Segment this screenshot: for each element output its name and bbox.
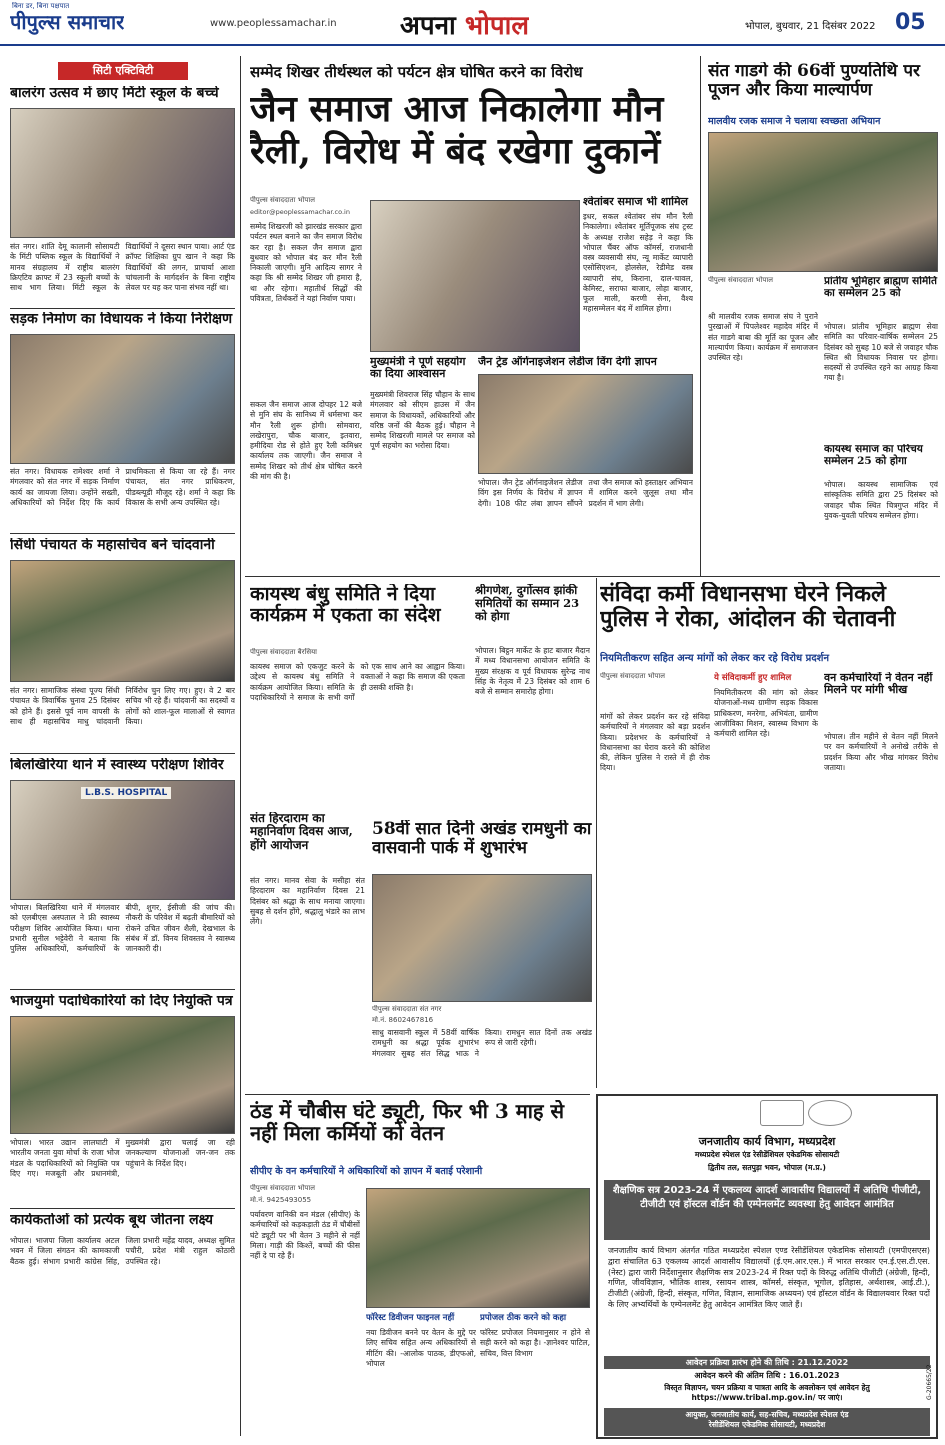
lead-side-headline: श्वेतांबर समाज भी शामिल: [583, 196, 688, 208]
health-camp-photo: [10, 780, 235, 900]
samvida-box-headline: ये संविदाकर्मी हुए शामिल: [714, 673, 792, 683]
cm-assurance-headline: मुख्यमंत्री ने पूर्ण सहयोग का दिया आश्वासन: [370, 356, 466, 381]
cm-assurance-text: मुख्यमंत्री शिवराज सिंह चौहान के साथ मंगलवार को सीएम हाउस में जैन समाज के विधायकों, अधिकारियों और वरिष्ठ जनों की बैठक हुई। चौहान ने सम्मेद शिखरजी मामले पर समाज को पूर्ण सहयोग का भरोसा दिया।: [370, 390, 475, 451]
story-balrang-text: संत नगर। शांति देमू कालानी सोसायटी के मिंटी पब्लिक स्कूल के विद्यार्थियों ने मानव संग्रहालय में राष्ट्रीय बालरंग क्रिएटिव क्राफ्ट में 23 स्कूली बच्चों के साथ भाग लिया। मिंटी स्कूल के विद्यार्थियों ने दूसरा स्थान पाया। आर्ट एंड क्रॉफ्ट शिक्षिका ग्रुप खान ने कहा कि विद्यार्थियों की लगन, प्राचार्या आशा चांचलानी के मार्गदर्शन के बिना राष्ट्रीय लेवल पर यह कर पाना संभव नहीं था।: [10, 242, 235, 292]
samvida-byline: पीपुल्स संवाददाता भोपाल: [600, 672, 665, 680]
lead-text-col1: सम्मेद शिखरजी को झारखंड सरकार द्वारा पर्यटन स्थल बनाने का जैन समाज विरोध कर रहा है। सकल जैन समाज द्वारा बुधवार को भोपाल बंद कर मौन रैली निकाली जाएगी। मुनि आदित्य सागर ने कहा कि श्री सम्मेद शिखर जी हमारा है, था और रहेगा। महातीर्थ सिद्धों की पवित्रता, तिर्थंकरों ने यहां निर्वाण पाया।: [250, 222, 362, 303]
gadge-photo: [708, 132, 938, 272]
quote2-text: फॉरेस्ट प्रपोजल नियमानुसार न होने से सही करने को कहा है। -ज्ञानेश्वर पाटिल, सचिव, वित्त विभाग: [480, 1328, 590, 1358]
lead-photo-cm-meeting: [370, 200, 580, 352]
quote1-text: नया डिवीजन बनने पर वेतन के मुद्दे पर लिए सचिव सहित अन्य अधिकारियों से मीटिंग की। -आलोक पाठक, डीएफओ, भोपाल: [366, 1328, 476, 1368]
bjym-photo: [10, 1016, 235, 1134]
ad-dept: जनजातीय कार्य विभाग, मध्यप्रदेश: [698, 1135, 836, 1148]
balrang-photo: [10, 108, 235, 238]
ad-banner: शैक्षणिक सत्र 2023-24 में एकलव्य आदर्श आवासीय विद्यालयों में अतिथि पीजीटी, टीजीटी एवं हॉस्टल वॉर्डन की एम्पेनलमेंट व्यवस्था हेतु आवेदन आमंत्रित: [604, 1180, 930, 1240]
divider: [10, 308, 235, 309]
ramdhuni-photo: [372, 874, 592, 1002]
samvida-headline[interactable]: संविदा कर्मी विधानसभा घेरने निकले पुलिस ने रोका, आंदोलन की चेतावनी: [600, 582, 896, 632]
ganesh-headline[interactable]: श्रीगणेश, दुर्गोत्सव झांकी समितियों का सम्मान 23 को होगा: [475, 584, 580, 623]
ad-link[interactable]: विस्तृत विज्ञापन, चयन प्रक्रिया व पात्रता आदि के अवलोकन एवं आवेदन हेतु https://www.tribal.mp.gov.in/ पर जाएं।: [664, 1383, 870, 1402]
ramdhuni-phone: मो.नं. 8602467816: [372, 1016, 434, 1024]
bottom-headline[interactable]: ठंड में चौबीस घंटे ड्यूटी, फिर भी 3 माह से नहीं मिला कर्मियों को वेतन: [250, 1100, 565, 1146]
story-booth-text: भोपाल। भाजपा जिला कार्यालय अटल भवन में जिला संगठन की कामकाजी बैठक हुई। संभाग प्रभारी कांग्रेस सिंह, जिला प्रभारी महेंद्र यादव, अध्यक्ष सुमित पचौरी, प्रदेश मंत्री राहुल कोठारी उपस्थित रहे।: [10, 1236, 235, 1266]
ad-society: मध्यप्रदेश स्पेशल एंड रेसीडेंशियल एकेडमिक सोसायटी: [694, 1150, 840, 1159]
ramdhuni-byline: पीपुल्स संवाददाता संत नगर: [372, 1005, 442, 1013]
story-bjym-headline[interactable]: भाजयुमो पदाधिकारियों को दिए नियुक्ति पत्र: [10, 994, 233, 1009]
site-url[interactable]: www.peoplessamachar.in: [210, 18, 337, 29]
dateline: भोपाल, बुधवार, 21 दिसंबर 2022: [745, 21, 876, 32]
hirdaram-headline[interactable]: संत हिरदाराम का महानिर्वाण दिवस आज, होंगे आयोजन: [250, 812, 353, 852]
ramdhuni-headline[interactable]: 58वीं सात दिनी अखंड रामधुनी का वासवानी पार्क में शुभारंभ: [372, 820, 592, 859]
kayastha-bandhu-byline: पीपुल्स संवाददाता बैरसिया: [250, 648, 317, 656]
divider: [10, 989, 235, 990]
sindhi-panchayat-photo: [10, 560, 235, 682]
lead-kicker: सम्मेद शिखर तीर्थस्थल को पर्यटन क्षेत्र घोषित करने का विरोध: [250, 64, 583, 81]
ladies-wing-headline: जैन ट्रेड ऑर्गनाइजेशन लेडीज विंग देगी ज्ञापन: [478, 356, 657, 368]
column-rule: [700, 56, 701, 576]
row-rule: [245, 576, 940, 577]
story-bjym-text: भोपाल। भारत उद्यान लालघाटी में भारतीय जनता युवा मोर्चा के राजा भोज मंडल के पदाधिकारियों को नियुक्ति पत्र दिए गए। मजबूती और प्रधानमंत्री, मुख्यमंत्री द्वारा चलाई जा रही जनकल्याण योजनाओं जन-जन तक पहुंचाने के निर्देश दिए।: [10, 1138, 235, 1178]
ramdhuni-text: साधु वासवानी स्कूल में 58वीं वार्षिक रामधुनी का श्रद्धा पूर्वक शुभारंभ मंगलवार सुबह संत सिद्ध भाऊ ने किया। रामधुन सात दिनों तक अखंड रूप से जारी रहेगी।: [372, 1028, 592, 1058]
lead-headline[interactable]: जैन समाज आज निकालेगा मौन रैली, विरोध में बंद रखेगा दुकानें: [250, 88, 664, 173]
ad-end-date: आवेदन करने की अंतिम तिथि : 16.01.2023: [694, 1371, 840, 1380]
ad-footer-line1: आयुक्त, जनजातीय कार्य, सह-सचिव, मध्यप्रदेश स्पेशल एंड: [685, 1410, 849, 1419]
kayastha-bandhu-text: कायस्थ समाज को एकजुट करने के उद्देश्य से कायस्थ बंधु समिति ने कार्यक्रम आयोजित किया। समिति के पदाधिकारियों ने समाज के सभी वर्गों को एक साथ आने का आह्वान किया। वक्ताओं ने कहा कि समाज की एकता ही उसकी शक्ति है।: [250, 662, 465, 702]
story-road-text: संत नगर। विधायक रामेश्वर शर्मा ने मंगलवार को संत नगर में सड़क निर्माण कार्य का जायजा लिया। उन्होंने सख्ती, अधिकारियों को निर्देश दिए कि कार्य प्राथमिकता से किया जा रहे हैं। नगर पंचायत, संत नगर प्राधिकरण, पीडब्ल्यूडी मौजूद रहे। शर्मा ने कहा कि विकास के सभी अन्य उपस्थित रहे।: [10, 467, 235, 507]
story-road-headline[interactable]: सड़क निर्माण का विधायक ने किया निरीक्षण: [10, 312, 233, 327]
ladies-wing-text: भोपाल। जैन ट्रेड ऑर्गनाइजेशन लेडीज विंग इस निर्णय के विरोध में ज्ञापन देगी। 108 फीट लंबा ज्ञापन सौंपने तथा जैन समाज को हस्ताक्षर अभियान में शामिल करने जुलूस तथा मौन प्रदर्शन में भाग लेगी।: [478, 478, 693, 508]
van-karmi-text: भोपाल। तीन महीने से वेतन नहीं मिलने पर वन कर्मचारियों ने अनोखे तरीके से प्रदर्शन किया और भीख मांगकर विरोध जताया।: [824, 732, 938, 772]
column-rule: [240, 56, 241, 1436]
divider: [10, 1208, 235, 1209]
page-number: 05: [895, 10, 926, 35]
lead-email[interactable]: editor@peoplessamachar.co.in: [250, 208, 350, 216]
bottom-byline: पीपुल्स संवाददाता भोपाल: [250, 1184, 315, 1192]
quote1-headline: फॉरेस्ट डिवीजन फाइनल नहीं: [366, 1313, 455, 1323]
brand-logo[interactable]: पीपुल्स समाचार: [10, 10, 125, 34]
van-karmi-headline[interactable]: वन कर्मचारियों ने वेतन नहीं मिलने पर मांगी भीख: [824, 672, 933, 697]
hospital-sign: L.B.S. HOSPITAL: [81, 787, 171, 799]
bottom-phone: मो.नं. 9425493055: [250, 1196, 312, 1204]
gadge-subhead: मालवीय रजक समाज ने चलाया स्वच्छता अभियान: [708, 116, 881, 127]
ad-start-date: आवेदन प्रक्रिया प्रारंभ होने की तिथि : 21.12.2022: [604, 1356, 930, 1369]
section-tag: सिटी एक्टिविटी: [58, 62, 188, 80]
lead-text-col1b: सकल जैन समाज आज दोपहर 12 बजे से मुनि संघ के सानिध्य में धर्मसभा कर मौन रैली शुरू होगी। सोमवारा, लखेरापुरा, चौक बाजार, इतवारा, हमीदिया रोड से होते हुए रैली कमिश्नर कार्यालय तक जाएगी। जैन समाज ने सम्मेद शिखर को तीर्थ क्षेत्र घोषित करने की मांग की है।: [250, 400, 362, 481]
lead-byline: पीपुल्स संवाददाता भोपाल: [250, 196, 315, 204]
kayastha-intro-text: भोपाल। कायस्थ सामाजिक एवं सांस्कृतिक समिति द्वारा 25 दिसंबर को जवाहर चौक स्थित चित्रगुप्त मंदिर में युवक-युवती परिचय सम्मेलन होगा।: [824, 480, 938, 520]
section-title: अपना भोपाल: [400, 11, 530, 41]
ganesh-text: भोपाल। बिट्ठन मार्केट के हाट बाजार मैदान में मध्य विधानसभा आयोजन समिति के मुख्य संरक्षक व पूर्व विधायक सुरेन्द्र नाथ सिंह के नेतृत्व में 23 दिसंबर को शाम 6 बजे से सम्मान समारोह होगा।: [475, 646, 590, 696]
story-sindhi-text: संत नगर। सामाजिक संस्था पूज्य सिंधी पंचायत के त्रिवार्षिक चुनाव 25 दिसंबर को होने हैं। इससे पूर्व नाम वापसी के साथ ही महासचिव माधु चांदवानी निर्विरोध चुन लिए गए। हुए। वे 2 बार सचिव भी रहे हैं। चांदवानी का सदस्यों व लोगों को शाल-फूल मालाओं से स्वागत किया।: [10, 686, 235, 726]
gadge-text: श्री मालवीय रजक समाज संघ ने पुराने पुरखाओं में पिपलेश्वर महादेव मंदिर में संत गाडगे बाबा की मूर्ति का पूजन और माल्यार्पण किया। कार्यक्रम में समाजजन उपस्थित रहे।: [708, 312, 818, 362]
mp-emblem-icon: [808, 1100, 852, 1126]
gadge-byline: पीपुल्स संवाददाता भोपाल: [708, 276, 773, 284]
story-health-camp-headline[interactable]: बिलखिरिया थाने में स्वास्थ्य परीक्षण शिविर: [10, 758, 224, 773]
road-inspection-photo: [10, 334, 235, 464]
ad-code: G-20665/22: [926, 1364, 933, 1400]
kayastha-bandhu-headline[interactable]: कायस्थ बंधु समिति ने दिया कार्यक्रम में एकता का संदेश: [250, 584, 441, 627]
bottom-text: पर्यावरण वानिकी वन मंडल (सीपीए) के कर्मचारियों को कड़कड़ाती ठंड में चौबीसों घंटे ड्यूटी पर भी वेतन 3 महीने से नहीं मिला। गाड़ी की किश्तें, बच्चों की फीस नहीं दे पा रहे हैं।: [250, 1210, 360, 1260]
ad-footer-line2: रेसीडेंशियल एकेडमिक सोसायटी, मध्यप्रदेश: [708, 1419, 826, 1429]
samvida-box-text: नियमितीकरण की मांग को लेकर योजनाओं-मध्य ग्रामीण सड़क विकास प्राधिकरण, मनरेगा, अभियंता, ग्रामीण आजीविका मिशन, स्वास्थ्य विभाग के कर्मचारी शामिल रहे।: [714, 688, 818, 738]
gadge-headline[interactable]: संत गाडगे की 66वीं पुण्यतिथि पर पूजन और किया माल्यार्पण: [708, 62, 920, 101]
hirdaram-text: संत नगर। मानव सेवा के मसीहा संत हिरदाराम का महानिर्वाण दिवस 21 दिसंबर को श्रद्धा के साथ मनाया जाएगा। सुबह से दर्शन होंगे, श्रद्धालु भंडारे का लाभ लेंगे।: [250, 876, 365, 926]
samvida-subhead: नियमितीकरण सहित अन्य मांगों को लेकर कर रहे विरोध प्रदर्शन: [600, 653, 829, 664]
samvida-text: मांगों को लेकर प्रदर्शन कर रहे संविदा कर्मचारियों ने मंगलवार को बड़ा प्रदर्शन किया। प्रदेशभर के कर्मचारियों ने विधानसभा का घेराव करने की कोशिश की, लेकिन पुलिस ने रास्ते में ही रोक दिया।: [600, 712, 710, 773]
story-balrang-headline[interactable]: बालरंग उत्सव में छाए मिंटी स्कूल के बच्चे: [10, 86, 219, 101]
bhumihar-text: भोपाल। प्रांतीय भूमिहार ब्राह्मण सेवा समिति का परिवार-वार्षिक सम्मेलन 25 दिसंबर को सुबह 10 बजे से जवाहर चौक स्थित श्री विधायक निवास पर होगा। सदस्यों से उपस्थित रहने का आग्रह किया गया है।: [824, 322, 938, 383]
ad-footer: [604, 1408, 930, 1436]
bottom-photo: [366, 1188, 590, 1308]
ad-address: द्वितीय तल, सतपुड़ा भवन, भोपाल (म.प्र.): [708, 1163, 826, 1172]
bottom-subhead: सीपीए के वन कर्मचारियों ने अधिकारियों को ज्ञापन में बताई परेशानी: [250, 1166, 483, 1177]
story-health-camp-text: भोपाल। बिलखिरिया थाने में मंगलवार को एलबीएस अस्पताल ने फ्री स्वास्थ्य परीक्षण शिविर आयोजित किया। थाना प्रभारी सुनील भट्टेवेरी ने बताया कि पुलिस अधिकारियों, कर्मचारियों के बीपी, शुगर, ईसीजी की जांच की। नौकरी के परिवेश में बढ़ती बीमारियों को रोकने उचित जीवन शैली, देखभाल के संबंध में डॉ. विनय शिवस्तव ने स्वास्थ्य जानकारी दी।: [10, 903, 235, 953]
ad-body: जनजातीय कार्य विभाग अंतर्गत गठित मध्यप्रदेश स्पेशल एण्ड रेसीडेंशियल एकेडमिक सोसायटी (एमपीएसएस) द्वारा संचालित 63 एकलव्य आदर्श आवासीय विद्यालयों (ई.एम.आर.एस.) में भारत सरकार एन.ई.एस.टी.एस. (नेस्ट) द्वारा जारी निर्देशानुसार शैक्षणिक सत्र 2023-24 में रिक्त पदों के विरुद्ध अतिथि पीजीटी (अंग्रेजी, हिन्दी, गणित, जीवविज्ञान, भौतिक शास्त्र, रसायन शास्त्र, कॉमर्स, संस्कृत, भूगोल, इतिहास, अर्थशास्त्र, आई.टी.), टीजीटी (अंग्रेजी, हिन्दी, संस्कृत, गणित, विज्ञान, सामाजिक अध्ययन) एवं हॉस्टल वॉर्डन के विद्यालयवार रिक्त पदों के लिए अभ्यर्थियों के एम्पेनलमेंट हेतु आवेदन आमंत्रित किए जाते हैं।: [608, 1246, 930, 1309]
column-rule: [596, 578, 597, 1088]
govt-logo-icon: [760, 1100, 804, 1126]
lead-side-text: इधर, सकल श्वेतांबर संघ मौन रैली निकालेगा। श्वेतांबर मूर्तिपूजक संघ ट्रस्ट के अध्यक्ष राजेश सहेड़ ने कहा कि भोपाल चैंबर ऑफ कॉमर्स, राजधानी वस्त्र व्यवसायी संघ, न्यू मार्केट व्यापारी एसोसिएशन, होलसेल, रेडीमेड वस्त्र व्यापारी संघ, किराना, दाल-चावल, केमिस्ट, सराफा बाजार, लोहा बाजार, फूल माली, करणी सेना, वैश्य महासम्मेलन बंद में शामिल होगा।: [583, 212, 693, 314]
story-booth-headline[interactable]: कार्यकर्ताओं को प्रत्येक बूथ जीतना लक्ष्य: [10, 1213, 213, 1228]
ladies-wing-photo: [478, 374, 693, 474]
story-sindhi-headline[interactable]: सिंधी पंचायत के महासचिव बने चांदवानी: [10, 538, 215, 553]
divider: [10, 753, 235, 754]
row-rule: [245, 1094, 590, 1095]
brand-tagline: बिना डर, बिना पक्षपात: [12, 2, 70, 10]
divider: [10, 533, 235, 534]
quote2-headline: प्रपोजल ठीक करने को कहा: [480, 1313, 567, 1323]
bhumihar-headline[interactable]: प्रांतीय भूमिहार ब्राह्मण समिति का सम्मेलन 25 को: [824, 276, 937, 299]
kayastha-intro-headline[interactable]: कायस्थ समाज का परिचय सम्मेलन 25 को होगा: [824, 444, 923, 467]
